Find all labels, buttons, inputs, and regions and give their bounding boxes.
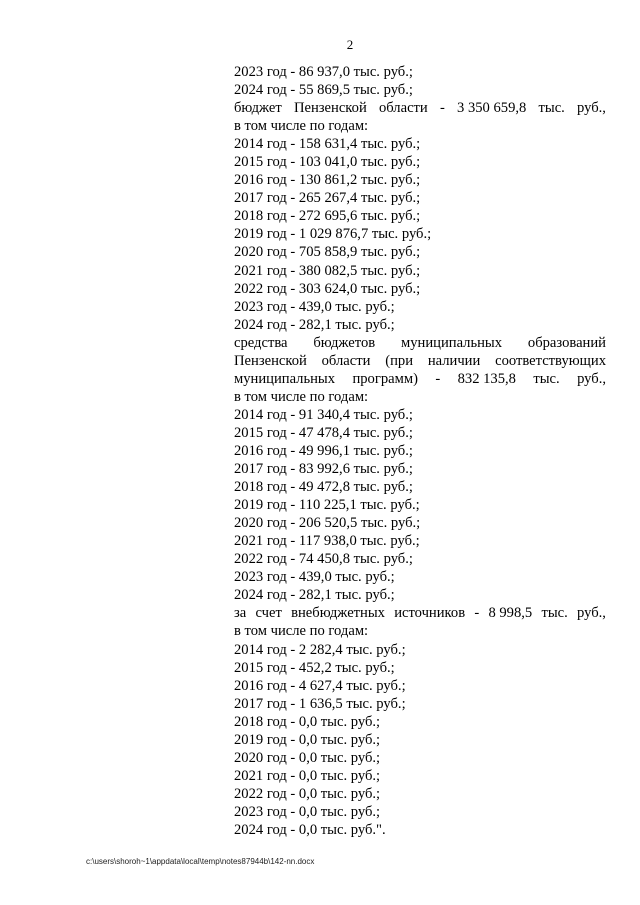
word: бюджетов bbox=[313, 334, 376, 351]
text-line: 2015 год - 452,2 тыс. руб.; bbox=[234, 659, 395, 676]
justified-text-line bbox=[234, 604, 606, 622]
text-line: 2021 год - 380 082,5 тыс. руб.; bbox=[234, 262, 421, 279]
text-line: в том числе по годам: bbox=[234, 623, 369, 640]
word: бюджет bbox=[234, 100, 282, 117]
text-line: 2018 год - 49 472,8 тыс. руб.; bbox=[234, 479, 413, 496]
justified-text-line bbox=[234, 334, 606, 352]
text-line: 2023 год - 439,0 тыс. руб.; bbox=[234, 569, 395, 586]
justified-text-line bbox=[234, 352, 606, 370]
text-line: 2017 год - 83 992,6 тыс. руб.; bbox=[234, 461, 413, 478]
word: Пензенской bbox=[234, 352, 307, 369]
text-line: 2018 год - 272 695,6 тыс. руб.; bbox=[234, 208, 421, 225]
justified-text-line bbox=[234, 99, 606, 117]
text-line: 2020 год - 0,0 тыс. руб.; bbox=[234, 749, 381, 766]
word: соответствующих bbox=[495, 352, 606, 369]
text-line: 2020 год - 705 858,9 тыс. руб.; bbox=[234, 244, 421, 261]
word: источников bbox=[394, 605, 466, 622]
word: счет bbox=[255, 605, 282, 622]
text-line: в том числе по годам: bbox=[234, 118, 369, 135]
word: образований bbox=[527, 334, 606, 351]
text-line: в том числе по годам: bbox=[234, 388, 369, 405]
word: программ) bbox=[352, 370, 418, 387]
word: наличии bbox=[427, 352, 481, 369]
text-line: 2024 год - 282,1 тыс. руб.; bbox=[234, 587, 395, 604]
word: - bbox=[435, 370, 441, 387]
word: 3 350 659,8 bbox=[457, 100, 527, 117]
text-line: 2016 год - 130 861,2 тыс. руб.; bbox=[234, 172, 421, 189]
text-line: 2015 год - 47 478,4 тыс. руб.; bbox=[234, 424, 413, 441]
text-line: 2014 год - 2 282,4 тыс. руб.; bbox=[234, 641, 406, 658]
document-body bbox=[234, 63, 606, 839]
word: тыс. bbox=[533, 370, 560, 387]
text-line: 2023 год - 0,0 тыс. руб.; bbox=[234, 803, 381, 820]
word: муниципальных bbox=[234, 370, 336, 387]
text-line: 2014 год - 158 631,4 тыс. руб.; bbox=[234, 136, 421, 153]
text-line: 2019 год - 110 225,1 тыс. руб.; bbox=[234, 497, 420, 514]
word: - bbox=[474, 605, 480, 622]
text-line: 2023 год - 86 937,0 тыс. руб.; bbox=[234, 64, 413, 80]
text-line: 2022 год - 0,0 тыс. руб.; bbox=[234, 785, 381, 802]
word: области bbox=[321, 352, 371, 369]
text-line: 2018 год - 0,0 тыс. руб.; bbox=[234, 713, 381, 730]
word: Пензенской bbox=[293, 100, 367, 117]
text-line: 2024 год - 282,1 тыс. руб.; bbox=[234, 316, 395, 333]
word: 8 998,5 bbox=[488, 605, 533, 622]
word: - bbox=[439, 100, 445, 117]
word: руб., bbox=[577, 370, 606, 387]
word: тыс. bbox=[538, 100, 565, 117]
text-line: 2021 год - 0,0 тыс. руб.; bbox=[234, 767, 381, 784]
word: тыс. bbox=[541, 605, 568, 622]
text-line: 2023 год - 439,0 тыс. руб.; bbox=[234, 298, 395, 315]
justified-text-line bbox=[234, 370, 606, 388]
text-line: 2024 год - 0,0 тыс. руб.". bbox=[234, 821, 386, 838]
word: внебюджетных bbox=[291, 605, 385, 622]
text-line: 2019 год - 1 029 876,7 тыс. руб.; bbox=[234, 226, 432, 243]
word: 832 135,8 bbox=[457, 370, 516, 387]
text-line: 2024 год - 55 869,5 тыс. руб.; bbox=[234, 82, 413, 99]
text-line: 2014 год - 91 340,4 тыс. руб.; bbox=[234, 406, 413, 423]
word: руб., bbox=[577, 605, 606, 622]
text-line: 2016 год - 4 627,4 тыс. руб.; bbox=[234, 677, 406, 694]
text-line: 2017 год - 265 267,4 тыс. руб.; bbox=[234, 190, 421, 207]
word: средства bbox=[234, 334, 288, 351]
text-line: 2017 год - 1 636,5 тыс. руб.; bbox=[234, 695, 406, 712]
word: за bbox=[234, 605, 247, 622]
text-line: 2015 год - 103 041,0 тыс. руб.; bbox=[234, 154, 421, 171]
text-line: 2019 год - 0,0 тыс. руб.; bbox=[234, 731, 381, 748]
word: руб., bbox=[577, 100, 606, 117]
word: (при bbox=[385, 352, 414, 369]
text-line: 2022 год - 303 624,0 тыс. руб.; bbox=[234, 280, 421, 297]
text-line: 2020 год - 206 520,5 тыс. руб.; bbox=[234, 515, 421, 532]
page-number: 2 bbox=[346, 37, 354, 52]
word: области bbox=[378, 100, 428, 117]
word: муниципальных bbox=[401, 334, 503, 351]
footer-file-path: c:\users\shoroh~1\appdata\local\temp\notes87944b\142-nn.docx bbox=[86, 857, 315, 866]
text-line: 2021 год - 117 938,0 тыс. руб.; bbox=[234, 533, 420, 550]
text-line: 2022 год - 74 450,8 тыс. руб.; bbox=[234, 551, 413, 568]
text-line: 2016 год - 49 996,1 тыс. руб.; bbox=[234, 442, 413, 459]
